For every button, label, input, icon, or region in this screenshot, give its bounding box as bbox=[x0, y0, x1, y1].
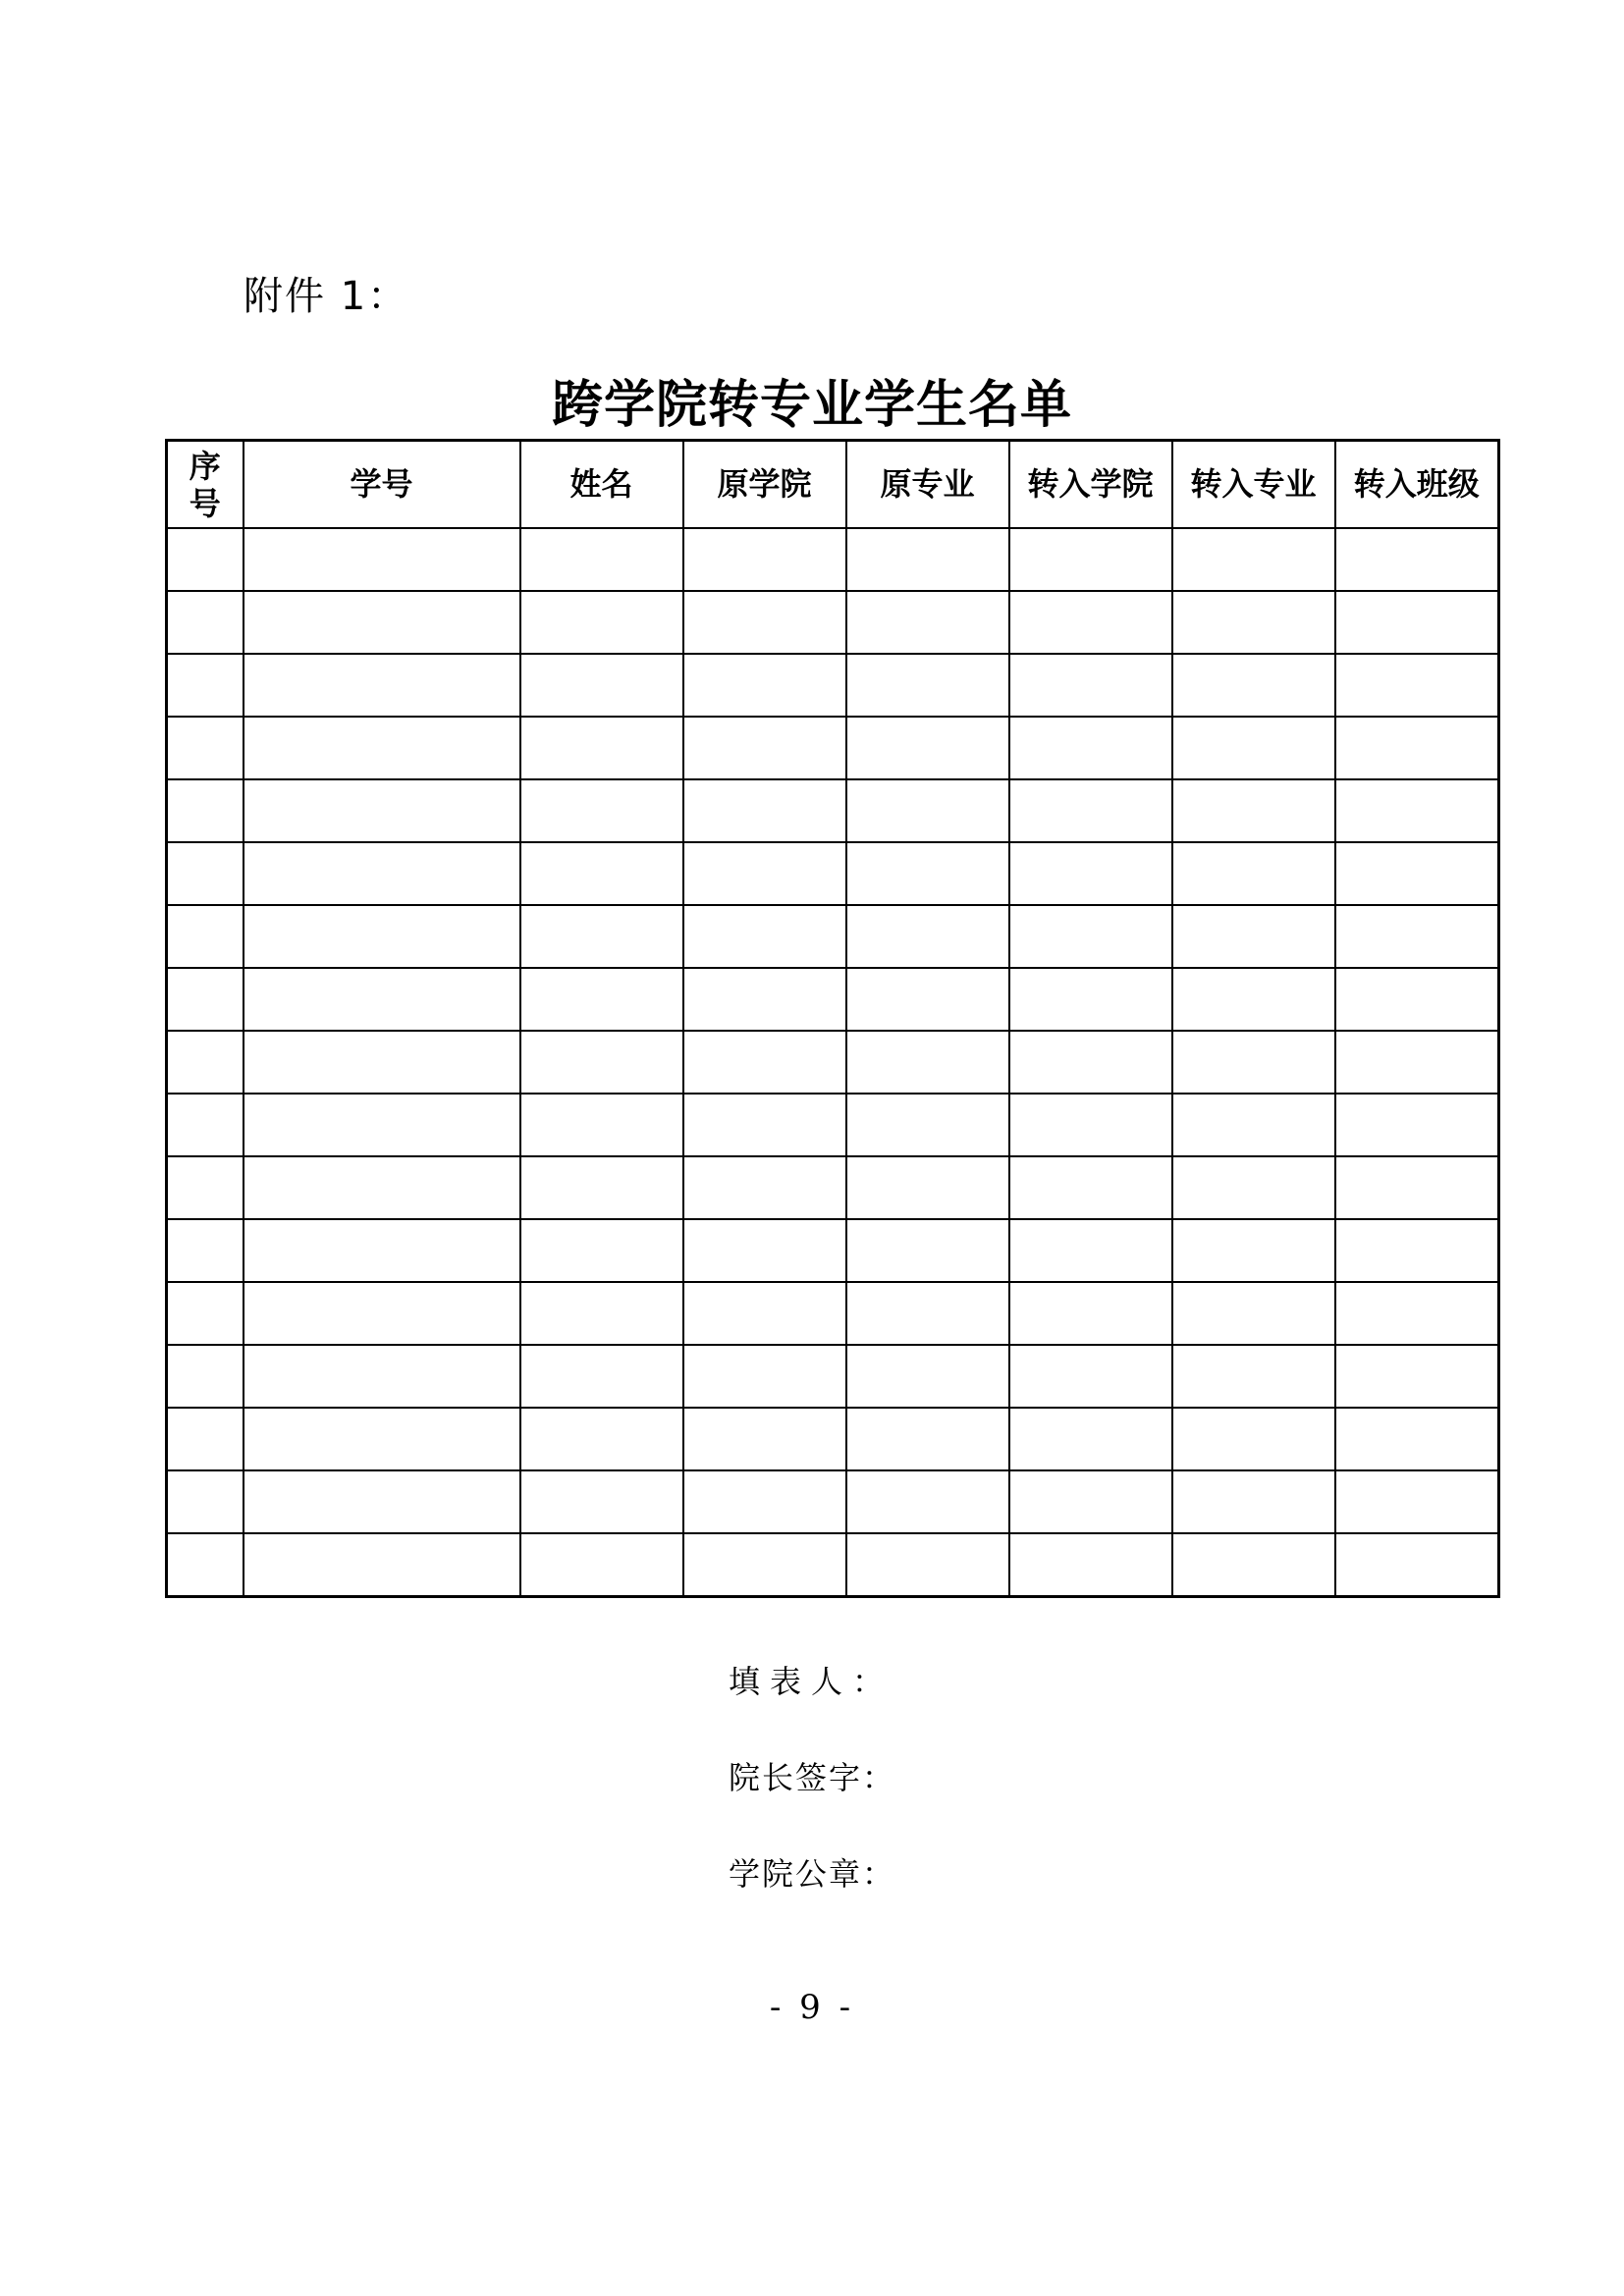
table-cell bbox=[1009, 779, 1172, 842]
table-cell bbox=[1172, 1408, 1335, 1470]
table-cell bbox=[846, 1282, 1009, 1345]
table-cell bbox=[1009, 654, 1172, 717]
attachment-label: 附件 1： bbox=[244, 274, 409, 319]
table-row bbox=[167, 1282, 1499, 1345]
table-cell bbox=[167, 654, 244, 717]
table-cell bbox=[1172, 1156, 1335, 1219]
table-row bbox=[167, 1533, 1499, 1597]
table-cell bbox=[244, 1533, 520, 1597]
table-cell bbox=[167, 779, 244, 842]
table-cell bbox=[167, 1345, 244, 1408]
table-cell bbox=[244, 1408, 520, 1470]
table-cell bbox=[683, 1533, 846, 1597]
table-cell bbox=[167, 1408, 244, 1470]
table-cell bbox=[846, 1408, 1009, 1470]
table-cell bbox=[846, 968, 1009, 1031]
table-cell bbox=[846, 905, 1009, 968]
page-title: 跨学院转专业学生名单 bbox=[551, 375, 1072, 435]
table-cell bbox=[520, 842, 683, 905]
table-cell bbox=[520, 591, 683, 654]
table-body bbox=[167, 528, 1499, 1597]
table-cell bbox=[520, 968, 683, 1031]
table-cell bbox=[244, 842, 520, 905]
table-cell bbox=[1009, 1156, 1172, 1219]
table-cell bbox=[244, 528, 520, 591]
table-cell bbox=[244, 968, 520, 1031]
table-cell bbox=[1172, 905, 1335, 968]
table-cell bbox=[1335, 717, 1499, 779]
table-cell bbox=[520, 1345, 683, 1408]
table-cell bbox=[244, 1282, 520, 1345]
table-cell bbox=[683, 1094, 846, 1156]
table-cell bbox=[1172, 842, 1335, 905]
table-cell bbox=[1172, 591, 1335, 654]
table-cell bbox=[1172, 1345, 1335, 1408]
header-target-college: 转入学院 bbox=[1009, 441, 1172, 529]
table-cell bbox=[683, 779, 846, 842]
table-cell bbox=[1172, 717, 1335, 779]
college-seal-label: 学院公章： bbox=[729, 1855, 896, 1893]
page-number: - 9 - bbox=[769, 1988, 855, 2027]
table-cell bbox=[520, 905, 683, 968]
table-cell bbox=[846, 842, 1009, 905]
table-cell bbox=[1009, 1031, 1172, 1094]
table-cell bbox=[520, 528, 683, 591]
table-cell bbox=[683, 1282, 846, 1345]
table-cell bbox=[520, 1533, 683, 1597]
table-cell bbox=[1172, 1533, 1335, 1597]
table-cell bbox=[1009, 528, 1172, 591]
table-cell bbox=[244, 1219, 520, 1282]
table-cell bbox=[683, 528, 846, 591]
table-cell bbox=[1335, 1470, 1499, 1533]
table-cell bbox=[1009, 968, 1172, 1031]
header-serial-bottom: 号 bbox=[189, 484, 221, 522]
table-cell bbox=[1009, 1282, 1172, 1345]
table-cell bbox=[683, 1031, 846, 1094]
table-cell bbox=[846, 1470, 1009, 1533]
table-header-row bbox=[167, 441, 1499, 529]
table-cell bbox=[244, 591, 520, 654]
table-row bbox=[167, 1345, 1499, 1408]
table-cell bbox=[244, 1345, 520, 1408]
header-serial-top: 序 bbox=[189, 447, 221, 485]
table-cell bbox=[1172, 1031, 1335, 1094]
table-row bbox=[167, 1031, 1499, 1094]
table-row bbox=[167, 528, 1499, 591]
table-cell bbox=[520, 779, 683, 842]
table-cell bbox=[167, 905, 244, 968]
table-cell bbox=[1172, 968, 1335, 1031]
table-cell bbox=[846, 1156, 1009, 1219]
table-cell bbox=[167, 842, 244, 905]
table-cell bbox=[167, 1094, 244, 1156]
table-cell bbox=[846, 1345, 1009, 1408]
table-cell bbox=[167, 1470, 244, 1533]
table-cell bbox=[167, 717, 244, 779]
table-row bbox=[167, 1408, 1499, 1470]
table-cell bbox=[1172, 1282, 1335, 1345]
table-cell bbox=[683, 1408, 846, 1470]
table-cell bbox=[1009, 1345, 1172, 1408]
header-original-college: 原学院 bbox=[683, 441, 846, 529]
table-cell bbox=[1335, 842, 1499, 905]
table-cell bbox=[1172, 1094, 1335, 1156]
table-cell bbox=[1172, 528, 1335, 591]
table-cell bbox=[244, 1094, 520, 1156]
table-cell bbox=[1009, 1470, 1172, 1533]
header-target-class: 转入班级 bbox=[1335, 441, 1499, 529]
table-cell bbox=[1009, 717, 1172, 779]
table-cell bbox=[846, 654, 1009, 717]
table-cell bbox=[1009, 842, 1172, 905]
table-cell bbox=[244, 1031, 520, 1094]
table-cell bbox=[846, 1094, 1009, 1156]
table-row bbox=[167, 717, 1499, 779]
table-cell bbox=[683, 1219, 846, 1282]
table-cell bbox=[244, 717, 520, 779]
table-cell bbox=[1172, 654, 1335, 717]
table-cell bbox=[167, 1031, 244, 1094]
table-cell bbox=[846, 717, 1009, 779]
table-cell bbox=[683, 905, 846, 968]
table-cell bbox=[167, 1219, 244, 1282]
table-cell bbox=[1335, 968, 1499, 1031]
table-cell bbox=[683, 1470, 846, 1533]
table-cell bbox=[244, 1470, 520, 1533]
table-cell bbox=[846, 1031, 1009, 1094]
table-cell bbox=[520, 1282, 683, 1345]
table-cell bbox=[1335, 654, 1499, 717]
table-cell bbox=[244, 1156, 520, 1219]
table-cell bbox=[1335, 1533, 1499, 1597]
student-roster-table bbox=[165, 439, 1500, 1598]
table-cell bbox=[1335, 591, 1499, 654]
table-row bbox=[167, 968, 1499, 1031]
table-cell bbox=[1009, 1219, 1172, 1282]
table-cell bbox=[846, 591, 1009, 654]
table-row bbox=[167, 1094, 1499, 1156]
table-cell bbox=[520, 1156, 683, 1219]
table-cell bbox=[1335, 1156, 1499, 1219]
table-cell bbox=[683, 654, 846, 717]
header-original-major: 原专业 bbox=[846, 441, 1009, 529]
table-cell bbox=[1335, 1094, 1499, 1156]
table-cell bbox=[1335, 905, 1499, 968]
table-cell bbox=[846, 1219, 1009, 1282]
table-cell bbox=[1335, 1282, 1499, 1345]
table-cell bbox=[520, 717, 683, 779]
header-target-major: 转入专业 bbox=[1172, 441, 1335, 529]
table-cell bbox=[167, 1156, 244, 1219]
table-cell bbox=[1009, 1533, 1172, 1597]
table-cell bbox=[520, 1219, 683, 1282]
table-row bbox=[167, 905, 1499, 968]
table-row bbox=[167, 1219, 1499, 1282]
table-row bbox=[167, 1470, 1499, 1533]
table-cell bbox=[1335, 1408, 1499, 1470]
table-cell bbox=[1335, 528, 1499, 591]
table-row bbox=[167, 779, 1499, 842]
filler-label: 填表人： bbox=[729, 1663, 894, 1700]
table-cell bbox=[1009, 1094, 1172, 1156]
table-cell bbox=[1335, 1345, 1499, 1408]
table-cell bbox=[244, 779, 520, 842]
header-serial-number bbox=[167, 441, 244, 529]
table-cell bbox=[520, 1094, 683, 1156]
table-cell bbox=[683, 968, 846, 1031]
table-cell bbox=[167, 1282, 244, 1345]
table-cell bbox=[1009, 905, 1172, 968]
header-student-id: 学号 bbox=[244, 441, 520, 529]
table-cell bbox=[683, 591, 846, 654]
table-cell bbox=[244, 905, 520, 968]
dean-signature-label: 院长签字： bbox=[729, 1759, 896, 1796]
table-cell bbox=[683, 1156, 846, 1219]
table-cell bbox=[1172, 1470, 1335, 1533]
table-cell bbox=[167, 968, 244, 1031]
table-cell bbox=[167, 528, 244, 591]
table-cell bbox=[1009, 591, 1172, 654]
table-cell bbox=[683, 1345, 846, 1408]
table-cell bbox=[846, 779, 1009, 842]
table-row bbox=[167, 1156, 1499, 1219]
table-cell bbox=[1335, 779, 1499, 842]
table-cell bbox=[520, 654, 683, 717]
table-cell bbox=[167, 1533, 244, 1597]
table-cell bbox=[1335, 1219, 1499, 1282]
table-cell bbox=[683, 717, 846, 779]
table-cell bbox=[846, 1533, 1009, 1597]
table-cell bbox=[1172, 1219, 1335, 1282]
table-cell bbox=[520, 1470, 683, 1533]
table-cell bbox=[520, 1408, 683, 1470]
table-cell bbox=[683, 842, 846, 905]
table-row bbox=[167, 842, 1499, 905]
table-row bbox=[167, 654, 1499, 717]
table-cell bbox=[244, 654, 520, 717]
table-row bbox=[167, 591, 1499, 654]
header-name: 姓名 bbox=[520, 441, 683, 529]
table-cell bbox=[167, 591, 244, 654]
table-cell bbox=[846, 528, 1009, 591]
table-cell bbox=[520, 1031, 683, 1094]
table-cell bbox=[1172, 779, 1335, 842]
table-cell bbox=[1335, 1031, 1499, 1094]
table-cell bbox=[1009, 1408, 1172, 1470]
